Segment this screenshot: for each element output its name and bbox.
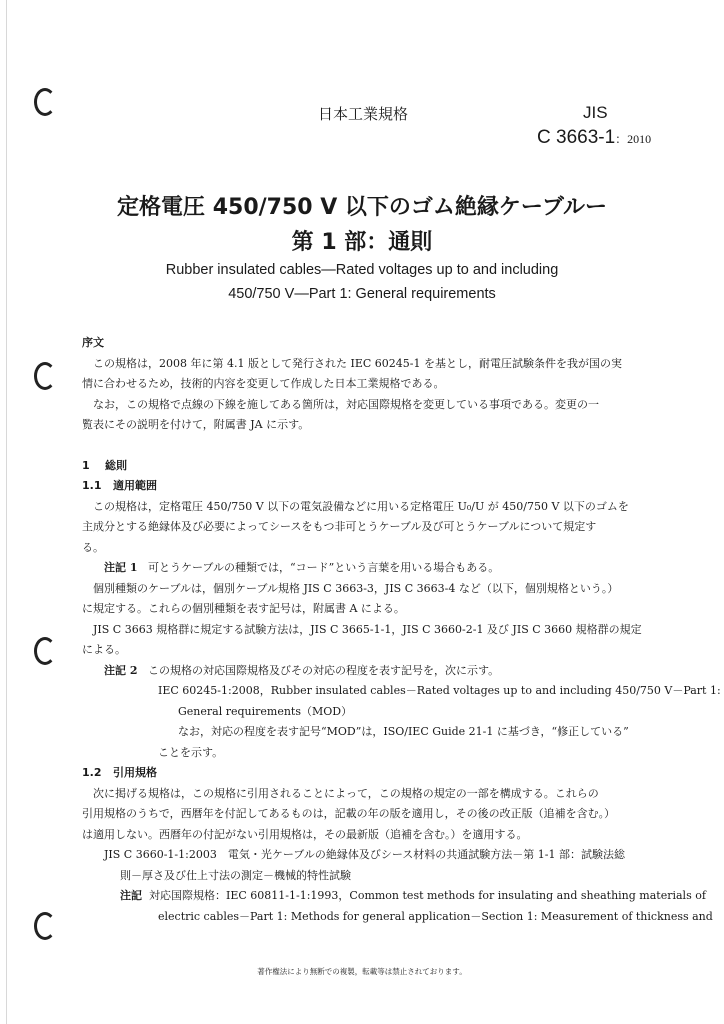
title-en-line2: 450/750 V—Part 1: General requirements — [228, 286, 496, 302]
standard-code — [537, 127, 651, 149]
scope-p1-line1: この規格は，定格電圧 450/750 V 以下の電気設備などに用いる定格電圧 U₀/U が 450/750 V 以下のゴムを — [93, 499, 629, 513]
note-2-ref-line1: IEC 60245-1:2008，Rubber insulated cables－Rated voltages up to and including 450/750 V－Part 1: — [158, 684, 721, 697]
note-1 — [82, 558, 662, 579]
note-1-label: 注記 1 — [104, 561, 138, 574]
punch-hole-3 — [34, 637, 56, 665]
title-ja-line2: 第 1 部：通則 — [291, 230, 433, 255]
reference-1-note-line1: 対応国際規格：IEC 60811-1-1:1993，Common test methods for insulating and sheathing materials of — [149, 889, 706, 902]
section-1-2-heading — [82, 763, 662, 784]
note-2-text: この規格の対応国際規格及びその対応の程度を表す記号を，次に示す。 — [147, 663, 500, 677]
copyright-footer: 著作権法により無断での複製，転載等は禁止されております。 — [257, 967, 467, 976]
note-2-p-line1: なお，対応の程度を表す記号“MOD”は，ISO/IEC Guide 21-1 に基づき，“修正している” — [178, 725, 629, 738]
note-2 — [82, 661, 662, 682]
preface-p2-line1: なお，この規格で点線の下線を施してある箇所は，対応国際規格を変更している事項である。変更の一 — [93, 397, 599, 411]
note-2-ref-line2: General requirements（MOD） — [178, 704, 353, 718]
section-1-2-number: 1.2 — [82, 766, 102, 779]
section-1-2-title: 引用規格 — [113, 766, 157, 779]
refs-p1-line2: 引用規格のうちで，西暦年を付記してあるものは，記載の年の版を適用し，その後の改正版（追補を含む。） — [82, 807, 616, 820]
title-ja-line1: 定格電圧 450/750 V 以下のゴム絶縁ケーブルー — [117, 195, 607, 220]
reference-1-line1: JIS C 3660-1-1:2003 電気・光ケーブルの絶縁体及びシース材料の共通試験方法－第 1-1 部：試験法総 — [104, 848, 625, 861]
document-body — [82, 333, 721, 927]
refs-p1-line3: は適用しない。西暦年の付記がない引用規格は，その最新版（追補を含む。）を適用する。 — [82, 827, 528, 841]
note-2-p-line2: ことを示す。 — [158, 745, 224, 759]
title-en-line1: Rubber insulated cables—Rated voltages up to and including — [165, 262, 559, 278]
section-1-number: 1 — [82, 458, 90, 472]
section-1-1-number: 1.1 — [82, 479, 102, 492]
note-2-label: 注記 2 — [104, 663, 138, 677]
preface-p1-line1: この規格は，2008 年に第 4.1 版として発行された IEC 60245-1 を基とし，耐電圧試験条件を我が国の実 — [93, 356, 622, 370]
section-1-title: 総則 — [104, 458, 127, 472]
section-1-1-heading — [82, 476, 662, 497]
punch-hole-1 — [34, 88, 56, 116]
standard-organization: 日本工業規格 — [318, 105, 409, 123]
standard-number: C 3663-1 — [537, 127, 616, 148]
reference-1-note — [82, 886, 706, 907]
reference-1-note-label: 注記 — [120, 889, 142, 902]
standard-year: ：2010 — [615, 132, 652, 146]
punch-hole-4 — [34, 912, 56, 940]
page-edge — [6, 0, 7, 1024]
section-1-heading — [82, 456, 662, 477]
reference-1-line2: 則－厚さ及び仕上寸法の測定－機械的特性試験 — [120, 868, 351, 882]
preface-heading: 序文 — [82, 336, 104, 349]
scope-p2-line1: 個別種類のケーブルは，個別ケーブル規格 JIS C 3663-3，JIS C 3663-4 など（以下，個別規格という。） — [93, 581, 619, 595]
punch-hole-2 — [34, 362, 56, 390]
jis-label: JIS — [583, 103, 608, 122]
reference-1-note-line2: electric cables－Part 1: Methods for general application－Section 1: Measurement of thickness and — [158, 909, 713, 923]
scope-p1-line2: 主成分とする絶縁体及び必要によってシースをもつ非可とうケーブル及び可とうケーブルについて規定す — [82, 520, 597, 533]
preface-p2-line2: 覧表にその説明を付けて，附属書 JA に示す。 — [82, 418, 310, 431]
scope-p1-line3: る。 — [82, 540, 104, 554]
scope-p2-line2: に規定する。これらの個別種類を表す記号は，附属書 A による。 — [82, 602, 405, 615]
scope-p3-line1: JIS C 3663 規格群に規定する試験方法は，JIS C 3665-1-1，JIS C 3660-2-1 及び JIS C 3660 規格群の規定 — [93, 622, 642, 636]
scope-p3-line2: による。 — [82, 643, 126, 656]
preface-p1-line2: 情に合わせるため，技術的内容を変更して作成した日本工業規格である。 — [82, 377, 445, 390]
note-1-text: 可とうケーブルの種類では，“コード”という言葉を用いる場合もある。 — [147, 561, 500, 574]
section-1-1-title: 適用範囲 — [113, 479, 157, 492]
refs-p1-line1: 次に掲げる規格は，この規格に引用されることによって，この規格の規定の一部を構成する。これらの — [93, 786, 599, 800]
